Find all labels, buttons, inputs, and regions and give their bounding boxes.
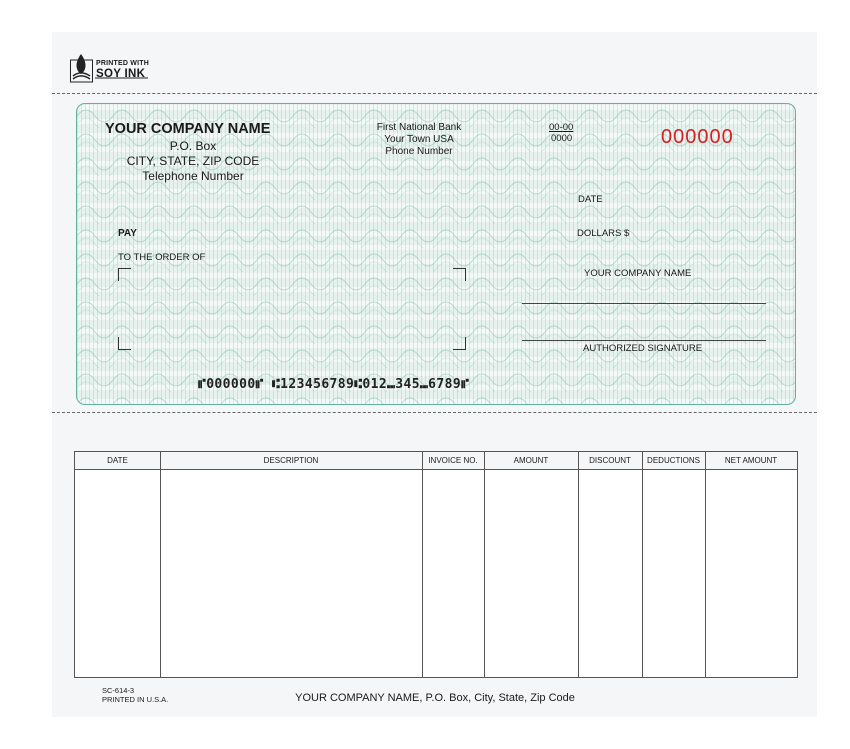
company-phone: Telephone Number	[142, 169, 244, 183]
remittance-table	[74, 451, 798, 678]
company-name: YOUR COMPANY NAME	[105, 121, 271, 137]
footer-company-line: YOUR COMPANY NAME, P.O. Box, City, State, Zip Code	[295, 692, 575, 704]
company-city: CITY, STATE, ZIP CODE	[126, 154, 260, 168]
perforation-bottom	[52, 412, 817, 413]
perforation-top	[52, 93, 817, 94]
col-amount: AMOUNT	[484, 452, 578, 470]
order-label: TO THE ORDER OF	[118, 252, 206, 263]
address-bracket-tl	[118, 268, 131, 281]
column-divider	[484, 452, 485, 677]
address-bracket-bl	[118, 337, 131, 350]
bank-town: Your Town USA	[384, 134, 454, 145]
bank-phone: Phone Number	[385, 146, 453, 157]
form-number: SC-614-3	[102, 686, 135, 695]
column-divider	[705, 452, 706, 677]
check-number: 000000	[661, 126, 734, 148]
routing-fraction-bottom: 0000	[551, 133, 573, 144]
company-address: P.O. Box	[169, 139, 217, 153]
col-invoice-no: INVOICE NO.	[422, 452, 484, 470]
logo-line1: PRINTED WITH	[96, 60, 149, 67]
col-deductions: DEDUCTIONS	[642, 452, 705, 470]
column-divider	[422, 452, 423, 677]
signature-line-2	[522, 340, 766, 341]
address-bracket-tr	[453, 268, 466, 281]
date-label: DATE	[578, 194, 603, 205]
authorized-signature-label: AUTHORIZED SIGNATURE	[583, 343, 703, 354]
bank-name: First National Bank	[376, 122, 462, 133]
signature-company: YOUR COMPANY NAME	[584, 268, 692, 279]
signature-line-1	[522, 303, 766, 304]
column-divider	[578, 452, 579, 677]
col-date: DATE	[75, 452, 160, 470]
column-divider	[642, 452, 643, 677]
printed-in-usa: PRINTED IN U.S.A.	[102, 695, 169, 704]
routing-fraction-top: 00-00	[549, 122, 574, 133]
address-bracket-br	[453, 337, 466, 350]
col-description: DESCRIPTION	[160, 452, 422, 470]
col-net-amount: NET AMOUNT	[705, 452, 797, 470]
col-discount: DISCOUNT	[578, 452, 642, 470]
column-divider	[160, 452, 161, 677]
logo-line2: SOY INK	[96, 68, 146, 80]
dollars-label: DOLLARS $	[577, 228, 630, 239]
micr-line: ⑈000000⑈ ⑆123456789⑆012⑉345⑉6789⑈	[198, 377, 470, 392]
pay-label: PAY	[118, 228, 137, 239]
